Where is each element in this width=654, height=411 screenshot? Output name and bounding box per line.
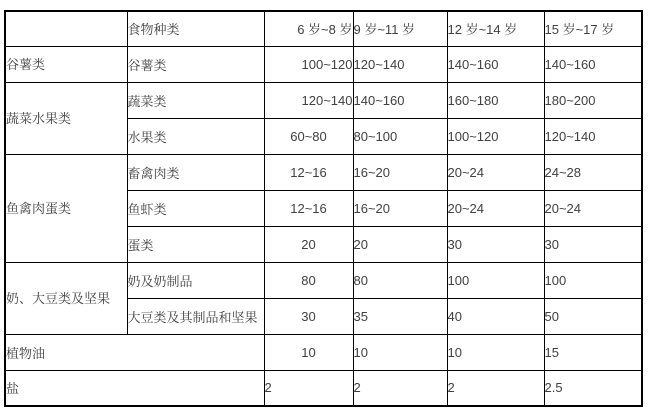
value-cell: 160~180 — [447, 82, 544, 118]
header-row — [5, 11, 642, 46]
value-cell: 24~28 — [544, 154, 642, 190]
value-cell: 100~120 — [264, 46, 353, 82]
value-cell: 30 — [544, 226, 642, 262]
food-type-cell: 蛋类 — [127, 226, 264, 262]
value-cell: 100 — [447, 262, 544, 298]
category-cell: 奶、大豆类及坚果 — [5, 262, 127, 334]
table-row — [5, 154, 642, 190]
food-type-cell: 蔬菜类 — [127, 82, 264, 118]
header-age-12-14: 12 岁~14 岁 — [447, 11, 544, 46]
value-cell: 16~20 — [353, 154, 447, 190]
table-row — [5, 370, 642, 406]
header-age-15-17: 15 岁~17 岁 — [544, 11, 642, 46]
header-food-type: 食物种类 — [127, 11, 264, 46]
value-cell: 35 — [353, 298, 447, 334]
category-cell: 蔬菜水果类 — [5, 82, 127, 154]
value-cell: 60~80 — [264, 118, 353, 154]
value-cell: 10 — [447, 334, 544, 370]
category-cell: 鱼禽肉蛋类 — [5, 154, 127, 262]
food-type-cell: 谷薯类 — [127, 46, 264, 82]
value-cell: 100~120 — [447, 118, 544, 154]
value-cell: 30 — [447, 226, 544, 262]
value-cell: 120~140 — [264, 82, 353, 118]
value-cell: 30 — [264, 298, 353, 334]
table-row — [5, 262, 642, 298]
value-cell: 2 — [353, 370, 447, 406]
table-row — [5, 46, 642, 82]
value-cell: 100 — [544, 262, 642, 298]
value-cell: 16~20 — [353, 190, 447, 226]
value-cell: 2.5 — [544, 370, 642, 406]
value-cell: 10 — [353, 334, 447, 370]
value-cell: 20 — [353, 226, 447, 262]
value-cell: 120~140 — [353, 46, 447, 82]
category-cell: 盐 — [5, 370, 264, 406]
category-cell: 植物油 — [5, 334, 264, 370]
value-cell: 80 — [264, 262, 353, 298]
food-type-cell: 奶及奶制品 — [127, 262, 264, 298]
header-age-6-8: 6 岁~8 岁 — [264, 11, 353, 46]
food-type-cell: 畜禽肉类 — [127, 154, 264, 190]
value-cell: 40 — [447, 298, 544, 334]
value-cell: 10 — [264, 334, 353, 370]
value-cell: 140~160 — [544, 46, 642, 82]
value-cell: 15 — [544, 334, 642, 370]
value-cell: 12~16 — [264, 190, 353, 226]
value-cell: 20~24 — [544, 190, 642, 226]
value-cell: 20~24 — [447, 190, 544, 226]
value-cell: 12~16 — [264, 154, 353, 190]
value-cell: 20 — [264, 226, 353, 262]
value-cell: 180~200 — [544, 82, 642, 118]
value-cell: 80~100 — [353, 118, 447, 154]
food-intake-table — [4, 10, 643, 407]
value-cell: 140~160 — [447, 46, 544, 82]
value-cell: 140~160 — [353, 82, 447, 118]
value-cell: 20~24 — [447, 154, 544, 190]
value-cell: 120~140 — [544, 118, 642, 154]
table-row — [5, 82, 642, 118]
food-type-cell: 水果类 — [127, 118, 264, 154]
food-type-cell: 鱼虾类 — [127, 190, 264, 226]
header-age-9-11: 9 岁~11 岁 — [353, 11, 447, 46]
value-cell: 80 — [353, 262, 447, 298]
value-cell: 2 — [447, 370, 544, 406]
food-type-cell: 大豆类及其制品和坚果 — [127, 298, 264, 334]
value-cell: 50 — [544, 298, 642, 334]
table-row — [5, 334, 642, 370]
category-cell: 谷薯类 — [5, 46, 127, 82]
header-corner-cell — [5, 11, 127, 46]
value-cell: 2 — [264, 370, 353, 406]
